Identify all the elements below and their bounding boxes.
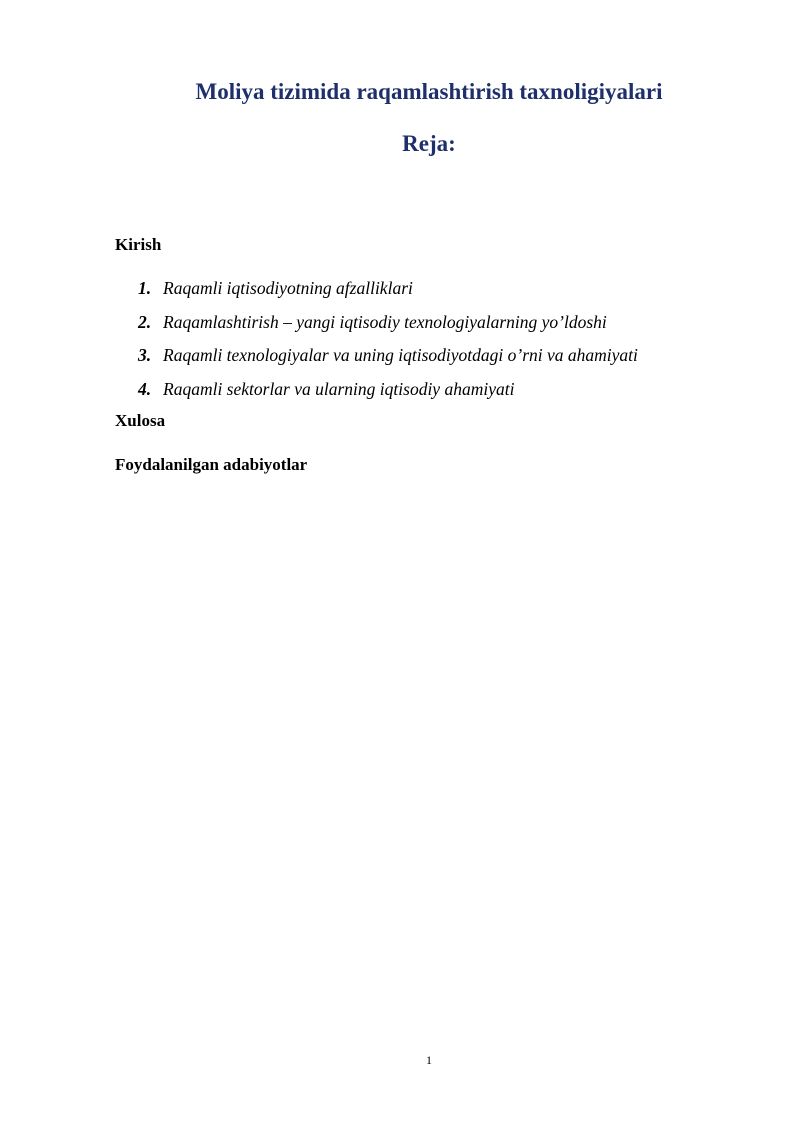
- plan-item-text: Raqamlashtirish – yangi iqtisodiy texnologiyalarning yo’ldoshi: [163, 311, 607, 332]
- plan-item-text: Raqamli sektorlar va ularning iqtisodiy ahamiyati: [163, 378, 515, 399]
- plan-item: [0, 277, 800, 311]
- page-number: 1: [426, 1053, 432, 1067]
- plan-item-text: Raqamli iqtisodiyotning afzalliklari: [163, 278, 413, 298]
- plan-item-text: Raqamli texnologiyalar va uning iqtisodiyotdagi o’rni va ahamiyati: [163, 345, 638, 365]
- plan-item-number: 2.: [138, 311, 152, 332]
- plan-heading: Reja:: [402, 131, 456, 156]
- intro-label: Kirish: [115, 235, 162, 254]
- plan-item-number: 3.: [138, 345, 152, 365]
- document-title: Moliya tizimida raqamlashtirish taxnoligiyalari: [195, 79, 663, 104]
- plan-item: [0, 311, 800, 345]
- plan-list: [0, 277, 800, 411]
- plan-item-number: 4.: [138, 378, 152, 399]
- plan-item: [0, 344, 800, 378]
- references-label: Foydalanilgan adabiyotlar: [115, 455, 308, 474]
- conclusion-label: Xulosa: [115, 411, 166, 430]
- plan-item: [0, 378, 800, 412]
- plan-item-number: 1.: [138, 278, 152, 298]
